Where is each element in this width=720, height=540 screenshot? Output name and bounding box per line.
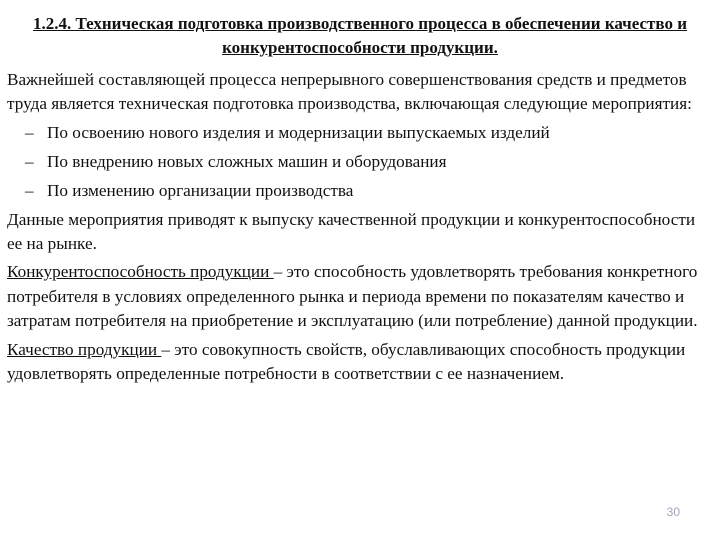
definition-term: Конкурентоспособность продукции xyxy=(7,262,274,282)
slide-title: 1.2.4. Техническая подготовка производственного процесса в обеспечении качество и конкурентоспособности продукции. xyxy=(32,14,688,57)
dash-bullet-icon: – xyxy=(25,151,34,171)
definition-text: – это способность удовлетворять требования конкретного потребителя в условиях определенного рынка и периода времени по показателям качество и затратам потребителя на приобретение и эксплуатацию (или потребление) данной продукции. xyxy=(7,262,698,331)
measures-list xyxy=(7,121,713,203)
slide-body xyxy=(7,68,713,386)
intro-paragraph: Важнейшей составляющей процесса непрерывного совершенствования средств и предметов труда является техническая подготовка производства, включающая следующие мероприятия: xyxy=(7,70,692,114)
list-item xyxy=(7,121,713,145)
quality-definition xyxy=(7,338,713,387)
list-item xyxy=(7,150,713,174)
competitiveness-definition xyxy=(7,260,713,333)
page-number: 30 xyxy=(666,505,680,519)
definition-term: Качество продукции xyxy=(7,339,162,359)
definition-text: – это совокупность свойств, обуславливающих способность продукции удовлетворять определенные потребности в соответствии с ее назначением. xyxy=(7,339,686,383)
list-item xyxy=(7,179,713,203)
list-item-text: По внедрению новых сложных машин и оборудования xyxy=(47,151,447,171)
list-item-text: По освоению нового изделия и модернизации выпускаемых изделий xyxy=(47,122,550,142)
dash-bullet-icon: – xyxy=(25,122,34,142)
dash-bullet-icon: – xyxy=(25,180,34,200)
result-paragraph: Данные мероприятия приводят к выпуску качественной продукции и конкурентоспособности ее на рынке. xyxy=(7,209,696,253)
list-item-text: По изменению организации производства xyxy=(47,180,354,200)
